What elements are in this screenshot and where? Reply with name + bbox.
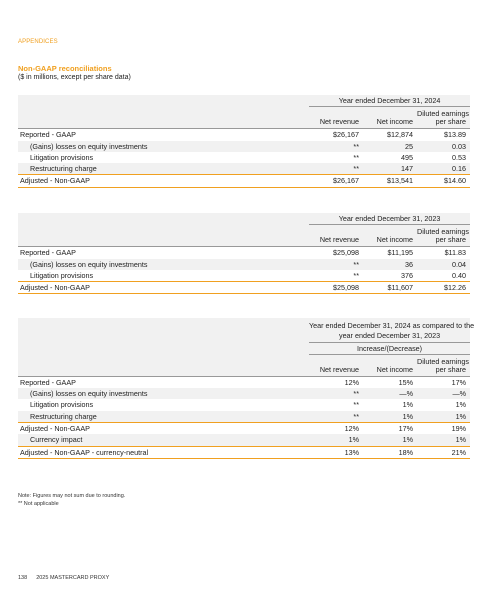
- footnotes: [18, 492, 125, 508]
- table-row: (Gains) losses on equity investments ** —% —%: [18, 388, 470, 399]
- table-header-columns-row: [18, 225, 470, 247]
- footnote-not-applicable: ** Not applicable: [18, 501, 59, 507]
- column-header-eps: Diluted earnings per share: [417, 354, 470, 376]
- table-header-period-row: [18, 213, 470, 225]
- period-header: Year ended December 31, 2023: [309, 213, 470, 225]
- column-header-eps: Diluted earnings per share: [417, 225, 470, 247]
- column-header-net-revenue: Net revenue: [309, 225, 363, 247]
- table-header-period-row: [18, 318, 470, 342]
- reconciliation-table-2024: [18, 95, 470, 188]
- page-footer: [18, 575, 109, 581]
- footnote-rounding: Note: Figures may not sum due to rounding.: [18, 493, 126, 499]
- document-name: 2025 MASTERCARD PROXY: [36, 575, 110, 581]
- table-row: Litigation provisions ** 376 0.40: [30, 270, 467, 280]
- table-row-total: Adjusted - Non-GAAP - currency-neutral 13% 18% 21%: [18, 446, 470, 458]
- reconciliation-table-2023: [18, 213, 470, 294]
- section-label: APPENDICES: [18, 39, 58, 45]
- table-row: Litigation provisions ** 1% 1%: [30, 400, 467, 410]
- column-header-net-revenue: Net revenue: [309, 107, 363, 129]
- table-row: Currency impact 1% 1% 1%: [18, 434, 470, 446]
- change-header: Increase/(Decrease): [309, 342, 470, 354]
- column-header-net-revenue: Net revenue: [309, 354, 363, 376]
- page-title: Non-GAAP reconciliations: [18, 64, 112, 73]
- table-header-columns-row: [18, 354, 470, 376]
- table-row: Reported - GAAP $26,167 $12,874 $13.89: [18, 129, 470, 141]
- table-row-total: Adjusted - Non-GAAP $25,098 $11,607 $12.26: [18, 282, 470, 294]
- table-row: Restructuring charge ** 1% 1%: [18, 411, 470, 423]
- table-header-period-row: [18, 95, 470, 107]
- table-row: (Gains) losses on equity investments ** 36 0.04: [18, 259, 470, 270]
- reconciliation-table-change: [18, 318, 475, 459]
- table-row-total: Adjusted - Non-GAAP $26,167 $13,541 $14.60: [18, 175, 470, 187]
- column-header-net-income: Net income: [363, 225, 417, 247]
- table-header-change-row: [18, 342, 470, 354]
- page-subtitle: ($ in millions, except per share data): [18, 74, 131, 81]
- page-number: 138: [18, 575, 28, 581]
- table-header-columns-row: [18, 107, 470, 129]
- table-row: Adjusted - Non-GAAP 12% 17% 19%: [18, 422, 470, 434]
- table-row: Restructuring charge ** 147 0.16: [18, 163, 470, 175]
- table-row: (Gains) losses on equity investments ** 25 0.03: [18, 141, 470, 152]
- table-row: Reported - GAAP $25,098 $11,195 $11.83: [18, 247, 470, 259]
- column-header-net-income: Net income: [363, 354, 417, 376]
- table-row: Litigation provisions ** 495 0.53: [30, 152, 467, 162]
- period-header: Year ended December 31, 2024: [309, 95, 470, 107]
- column-header-net-income: Net income: [363, 107, 417, 129]
- period-header: Year ended December 31, 2024 as compared to the year ended December 31, 2023: [309, 318, 470, 342]
- column-header-eps: Diluted earnings per share: [417, 107, 470, 129]
- table-row: Reported - GAAP 12% 15% 17%: [18, 376, 470, 388]
